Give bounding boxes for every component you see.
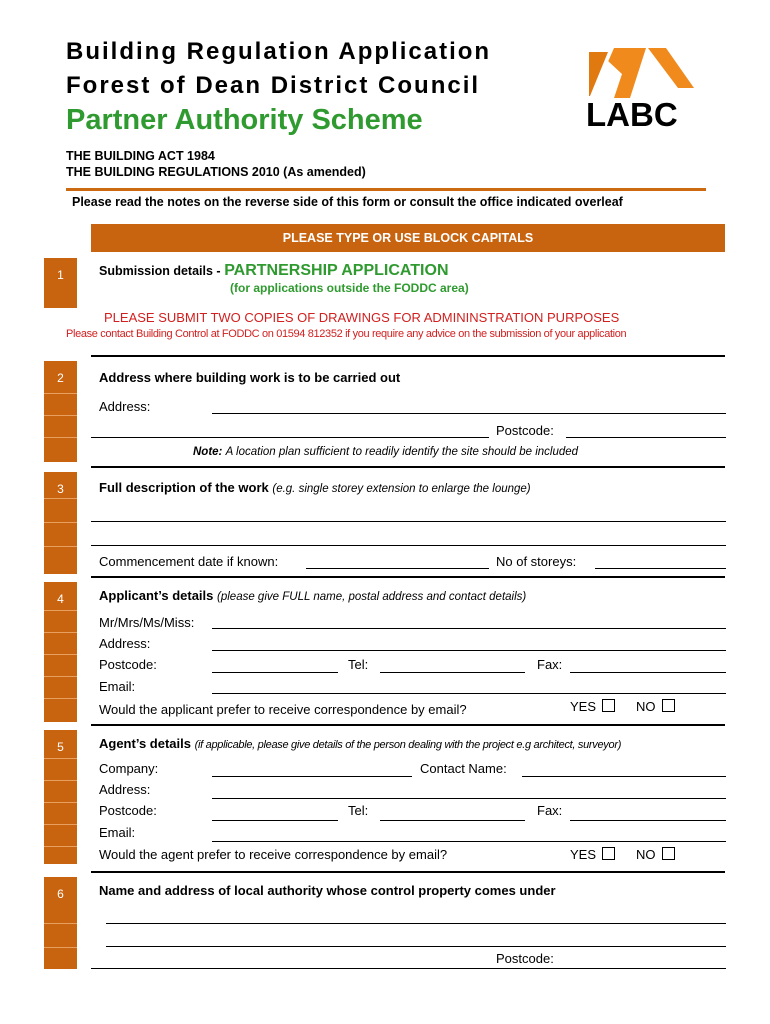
company-field[interactable]	[212, 776, 412, 777]
applicant-fax-label: Fax:	[537, 657, 563, 672]
applicant-address-label: Address:	[99, 636, 151, 651]
work-description-hint: (e.g. single storey extension to enlarge the lounge)	[272, 483, 531, 495]
applicant-tel-label: Tel:	[348, 657, 369, 672]
drawings-warning: PLEASE SUBMIT TWO COPIES OF DRAWINGS FOR ADMININSTRATION PURPOSES	[104, 310, 620, 325]
agent-email-question: Would the agent prefer to receive correspondence by email?	[99, 847, 448, 862]
contact-name-label: Contact Name:	[420, 761, 507, 776]
yes-checkbox[interactable]	[602, 699, 615, 712]
agent-heading	[99, 736, 621, 751]
section-number: 2	[57, 371, 64, 385]
applicant-address-field[interactable]	[212, 650, 726, 651]
submission-label: Submission details -	[99, 264, 221, 278]
authority-postcode-label: Postcode:	[496, 951, 554, 966]
capitals-banner: PLEASE TYPE OR USE BLOCK CAPITALS	[91, 224, 725, 252]
act-references	[66, 148, 366, 180]
section-5-marker	[44, 730, 77, 864]
agent-address-label: Address:	[99, 782, 151, 797]
agent-tel-field[interactable]	[380, 820, 525, 821]
applicant-yes-option[interactable]	[570, 699, 615, 714]
contact-advice: Please contact Building Control at FODDC on 01594 812352 if you require any advice on the submission of your application	[66, 328, 627, 340]
section-separator	[91, 355, 725, 357]
applicant-hint-a: (please give	[217, 591, 283, 603]
submission-details-label	[99, 262, 449, 280]
section-4-marker	[44, 582, 77, 722]
applicant-tel-field[interactable]	[380, 672, 525, 673]
commencement-label: Commencement date if known:	[99, 554, 279, 569]
applicant-postcode-label: Postcode:	[99, 657, 157, 672]
local-authority-field-2[interactable]	[106, 946, 726, 947]
labc-logo	[586, 44, 710, 134]
work-description-heading	[99, 480, 531, 495]
section-number: 1	[57, 268, 64, 282]
no-checkbox[interactable]	[662, 847, 675, 860]
address-label: Address:	[99, 399, 151, 414]
authority-postcode-field[interactable]	[91, 968, 726, 969]
postcode-label: Postcode:	[496, 423, 554, 438]
work-description-field[interactable]	[91, 521, 726, 522]
section-number: 5	[57, 740, 64, 754]
applicant-hint-c: name, postal address and contact details)	[310, 591, 527, 603]
agent-yes-option[interactable]	[570, 847, 615, 862]
regulations-line: THE BUILDING REGULATIONS 2010 (As amended)	[66, 165, 366, 179]
contact-name-field[interactable]	[522, 776, 726, 777]
local-authority-heading: Name and address of local authority whose control property comes under	[99, 883, 556, 898]
local-authority-field[interactable]	[106, 923, 726, 924]
agent-email-label: Email:	[99, 825, 136, 840]
agent-email-field[interactable]	[212, 841, 726, 842]
applicant-name-field[interactable]	[212, 628, 726, 629]
applicant-postcode-field[interactable]	[212, 672, 338, 673]
section-3-marker	[44, 472, 77, 574]
site-address-field[interactable]	[212, 413, 726, 414]
yes-label: YES	[570, 699, 597, 714]
applicant-email-label: Email:	[99, 679, 136, 694]
work-description-title: Full description of the work	[99, 480, 269, 495]
application-scope: (for applications outside the FODDC area)	[230, 281, 469, 295]
note-text: A location plan sufficient to readily identify the site should be included	[225, 446, 579, 458]
partnership-application: PARTNERSHIP APPLICATION	[224, 262, 449, 279]
site-address-heading: Address where building work is to be carried out	[99, 370, 401, 385]
no-label: NO	[636, 699, 656, 714]
labc-logo-text: LABC	[586, 96, 678, 133]
site-address-field-2[interactable]	[91, 437, 489, 438]
agent-fax-field[interactable]	[570, 820, 726, 821]
agent-no-option[interactable]	[636, 847, 675, 862]
section-2-marker	[44, 361, 77, 462]
commencement-date-field[interactable]	[306, 568, 489, 569]
applicant-heading	[99, 588, 526, 603]
no-checkbox[interactable]	[662, 699, 675, 712]
section-separator	[91, 576, 725, 578]
agent-postcode-field[interactable]	[212, 820, 338, 821]
scheme-title: Partner Authority Scheme	[66, 104, 423, 136]
applicant-title: Applicant’s details	[99, 588, 214, 603]
section-1-marker	[44, 258, 77, 308]
section-6-marker	[44, 877, 77, 969]
agent-title: Agent’s details	[99, 736, 191, 751]
no-label: NO	[636, 847, 656, 862]
agent-fax-label: Fax:	[537, 803, 563, 818]
notes-instruction: Please read the notes on the reverse side of this form or consult the office indicated overleaf	[72, 195, 623, 209]
section-separator	[91, 724, 725, 726]
site-postcode-field[interactable]	[566, 437, 726, 438]
location-plan-note	[193, 446, 578, 458]
storeys-label: No of storeys:	[496, 554, 577, 569]
applicant-name-label: Mr/Mrs/Ms/Miss:	[99, 615, 195, 630]
section-separator	[91, 466, 725, 468]
yes-checkbox[interactable]	[602, 847, 615, 860]
company-label: Company:	[99, 761, 159, 776]
agent-postcode-label: Postcode:	[99, 803, 157, 818]
form-title-line2: Forest of Dean District Council	[66, 72, 481, 99]
applicant-email-question: Would the applicant prefer to receive correspondence by email?	[99, 702, 467, 717]
work-description-field-2[interactable]	[91, 545, 726, 546]
applicant-email-field[interactable]	[212, 693, 726, 694]
agent-hint: (if applicable, please give details of the person dealing with the project e.g architect, surveyor)	[194, 739, 622, 751]
note-label: Note:	[193, 446, 223, 458]
section-separator	[91, 871, 725, 873]
applicant-no-option[interactable]	[636, 699, 675, 714]
agent-address-field[interactable]	[212, 798, 726, 799]
header-divider	[66, 188, 706, 191]
yes-label: YES	[570, 847, 597, 862]
applicant-fax-field[interactable]	[570, 672, 726, 673]
act-line: THE BUILDING ACT 1984	[66, 149, 215, 163]
agent-tel-label: Tel:	[348, 803, 369, 818]
applicant-hint-full: FULL	[282, 591, 311, 603]
section-number: 4	[57, 592, 64, 606]
storeys-field[interactable]	[595, 568, 726, 569]
form-title-line1: Building Regulation Application	[66, 38, 492, 65]
section-number: 3	[57, 482, 64, 496]
section-number: 6	[57, 887, 64, 901]
